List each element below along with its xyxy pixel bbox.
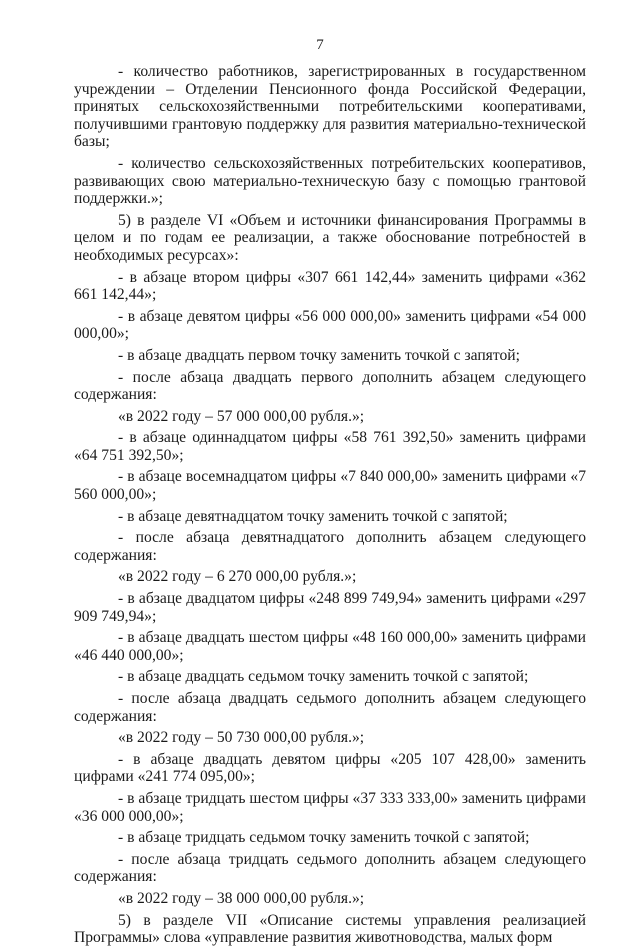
paragraph-section-vii: 5) в разделе VII «Описание системы управления реализацией Программы» слова «управление развития животноводства, малых форм	[74, 911, 586, 947]
paragraph-amendment: - после абзаца двадцать седьмого дополнить абзацем следующего содержания:	[74, 690, 586, 725]
paragraph-quote: «в 2022 году – 6 270 000,00 рубля.»;	[118, 568, 357, 586]
paragraph-amendment: - в абзаце девятнадцатом точку заменить точкой с запятой;	[118, 507, 508, 525]
paragraph-employees-count: - количество работников, зарегистрированных в государственном учреждении – Отделении Пенсионного фонда Российской Федерации, принятых сельскохозяйственными потребительскими кооперативами, получившими грантовую поддержку для развития материально-технической базы;	[74, 63, 586, 151]
paragraph-amendment: - после абзаца тридцать седьмого дополнить абзацем следующего содержания:	[74, 850, 586, 886]
paragraph-amendment: - в абзаце тридцать шестом цифры «37 333 333,00» заменить цифрами «36 000 000,00»;	[74, 789, 586, 825]
paragraph-amendment: - в абзаце восемнадцатом цифры «7 840 000,00» заменить цифрами «7 560 000,00»;	[74, 468, 586, 504]
paragraph-amendment: - в абзаце двадцать девятом цифры «205 107 428,00» заменить цифрами «241 774 095,00»;	[74, 750, 586, 786]
paragraph-section-vi: 5) в разделе VI «Объем и источники финансирования Программы в целом и по годам ее реализации, а также обоснование потребностей в необходимых ресурсах»:	[74, 211, 586, 264]
paragraph-amendment: - после абзаца двадцать первого дополнить абзацем следующего содержания:	[74, 368, 586, 404]
paragraph-amendment: - после абзаца девятнадцатого дополнить абзацем следующего содержания:	[74, 529, 586, 564]
paragraph-cooperatives-count: - количество сельскохозяйственных потребительских кооперативов, развивающих свою материально-техническую базу с помощью грантовой поддержки.»;	[74, 154, 586, 208]
paragraph-amendment: - в абзаце тридцать седьмом точку заменить точкой с запятой;	[118, 829, 530, 847]
paragraph-quote: «в 2022 году – 50 730 000,00 рубля.»;	[118, 729, 365, 747]
paragraph-quote: «в 2022 году – 57 000 000,00 рубля.»;	[118, 407, 365, 425]
paragraph-quote: «в 2022 году – 38 000 000,00 рубля.»;	[118, 889, 365, 907]
paragraph-amendment: - в абзаце двадцать седьмом точку заменить точкой с запятой;	[118, 668, 529, 686]
paragraph-amendment: - в абзаце двадцать шестом цифры «48 160 000,00» заменить цифрами «46 440 000,00»;	[74, 629, 586, 664]
document-body	[74, 63, 586, 951]
paragraph-amendment: - в абзаце одиннадцатом цифры «58 761 392,50» заменить цифрами «64 751 392,50»;	[74, 429, 586, 464]
paragraph-amendment: - в абзаце двадцать первом точку заменить точкой с запятой;	[118, 346, 520, 364]
paragraph-amendment: - в абзаце втором цифры «307 661 142,44» заменить цифрами «362 661 142,44»;	[74, 268, 586, 304]
paragraph-amendment: - в абзаце девятом цифры «56 000 000,00» заменить цифрами «54 000 000,00»;	[74, 307, 586, 343]
paragraph-amendment: - в абзаце двадцатом цифры «248 899 749,94» заменить цифрами «297 909 749,94»;	[74, 590, 586, 625]
page-number: 7	[316, 37, 324, 53]
